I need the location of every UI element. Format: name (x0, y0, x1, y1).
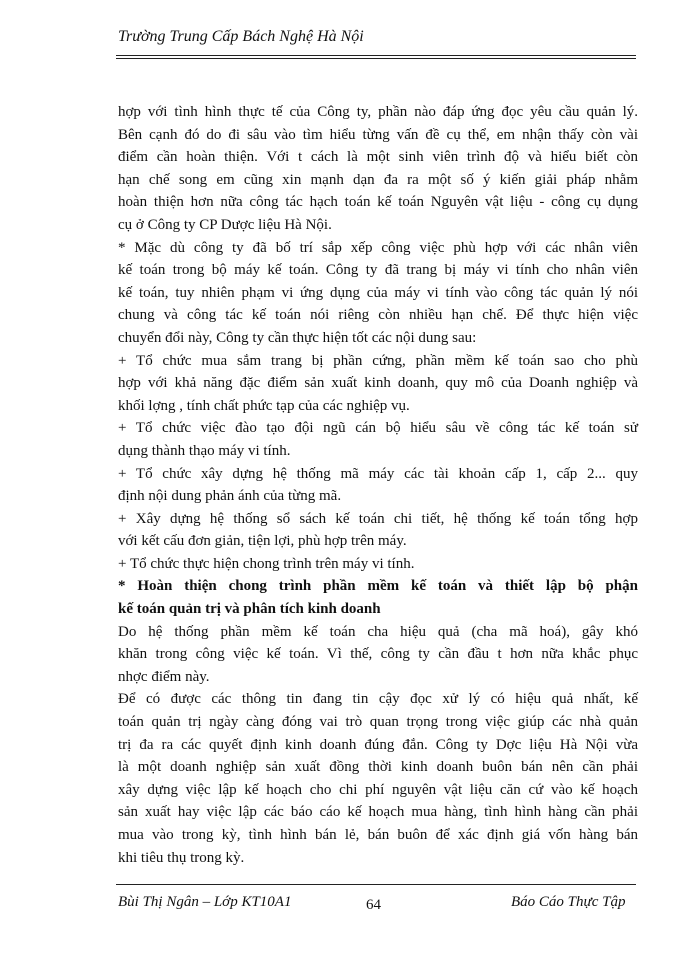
bold-heading-line: * Hoàn thiện chong trình phần mềm kế toán và thiết lập bộ phận (118, 578, 638, 595)
header-rule (116, 55, 636, 56)
footer-report-title: Báo Cáo Thực Tập (511, 894, 626, 910)
text-line: nhợc điểm này. (118, 668, 210, 685)
text-line: hợp với khả năng đặc điểm sản xuất kinh doanh, quy mô của Doanh nghiệp và (118, 375, 638, 392)
footer-rule (116, 884, 636, 885)
text-line: + Xây dựng hệ thống sổ sách kế toán chi tiết, hệ thống kế toán tổng hợp (118, 510, 638, 527)
text-line: Bên cạnh đó do đi sâu vào tìm hiểu từng vấn đề cụ thể, em nhận thấy còn vài (118, 126, 638, 143)
text-line: chuyển đổi này, Công ty cần thực hiện tốt các nội dung sau: (118, 329, 477, 346)
text-line: là một doanh nghiệp sản xuất đồng thời kinh doanh buôn bán nên cần phải (118, 759, 638, 776)
text-line: hợp với tình hình thực tế của Công ty, phần nào đáp ứng đọc yêu cầu quản lý. (118, 104, 638, 120)
text-line: với kết cấu đơn giản, tiện lợi, phù hợp trên máy. (118, 533, 407, 550)
text-line: chung và công tác kế toán nói riêng còn nhiều hạn chế. Để thực hiện việc (118, 307, 638, 324)
text-line: định nội dung phản ánh của từng mã. (118, 488, 342, 505)
text-line: * Mặc dù công ty đã bố trí sắp xếp công việc phù hợp với các nhân viên (118, 239, 638, 256)
text-line: + Tổ chức xây dựng hệ thống mã máy các tài khoản cấp 1, cấp 2... quy (118, 465, 638, 482)
body-text (118, 101, 638, 869)
text-line: Do hệ thống phần mềm kế toán cha hiệu quả (cha mã hoá), gây khó (118, 623, 638, 640)
text-line: điểm cần hoàn thiện. Với t cách là một sinh viên trình độ và hiểu biết còn (118, 149, 638, 166)
text-line: xây dựng việc lập kế hoạch cho chi phí nguyên vật liệu căn cứ vào kế hoạch (118, 781, 638, 798)
text-line: khăn trong công việc kế toán. Vì thế, công ty cần đầu t hơn nữa khắc phục (118, 646, 638, 663)
text-line: mua vào trong kỳ, tình hình bán lẻ, bán buôn để xác định giá vốn hàng bán (118, 827, 638, 843)
text-line: dụng thành thạo máy vi tính. (118, 442, 291, 459)
text-line: hoàn thiện hơn nữa công tác hạch toán kế toán Nguyên vật liệu - công cụ dụng (118, 194, 638, 211)
footer-author: Bùi Thị Ngân – Lớp KT10A1 (118, 894, 292, 910)
text-line: sản xuất hay việc lập các báo cáo kế hoạch mua hàng, tình hình hàng cần phải (118, 804, 638, 821)
text-line: Để có được các thông tin đang tin cậy đọc xử lý có hiệu quả nhất, kế (118, 691, 638, 708)
text-line: + Tổ chức thực hiện chong trình trên máy vi tính. (118, 555, 415, 572)
text-line: khối lợng , tính chất phức tạp của các nghiệp vụ. (118, 397, 410, 414)
page-number: 64 (366, 897, 381, 913)
bold-heading-line: kế toán quản trị và phân tích kinh doanh (118, 601, 381, 618)
text-line: + Tổ chức mua sắm trang bị phần cứng, phần mềm kế toán sao cho phù (118, 352, 638, 369)
text-line: kế toán, tuy nhiên phạm vi ứng dụng của máy vi tính vào công tác quản lý nói (118, 284, 638, 301)
page-header-title: Trường Trung Cấp Bách Nghệ Hà Nội (118, 28, 364, 45)
header-rule-thin (116, 58, 636, 59)
text-line: toán quản trị ngày càng đóng vai trò quan trọng trong việc giúp các nhà quản (118, 714, 638, 731)
text-line: cụ ở Công ty CP Dược liệu Hà Nội. (118, 216, 332, 233)
text-line: kế toán trong bộ máy kế toán. Công ty đã trang bị máy vi tính cho nhân viên (118, 262, 638, 279)
text-line: trị đa ra các quyết định kinh doanh đúng đắn. Công ty Dợc liệu Hà Nội vừa (118, 736, 638, 753)
text-line: khi tiêu thụ trong kỳ. (118, 849, 245, 866)
text-line: + Tổ chức việc đào tạo đội ngũ cán bộ hiểu sâu về công tác kế toán sử (118, 420, 638, 437)
text-line: hạn chế song em cũng xin mạnh dạn đa ra một số ý kiến giải pháp nhằm (118, 171, 638, 188)
